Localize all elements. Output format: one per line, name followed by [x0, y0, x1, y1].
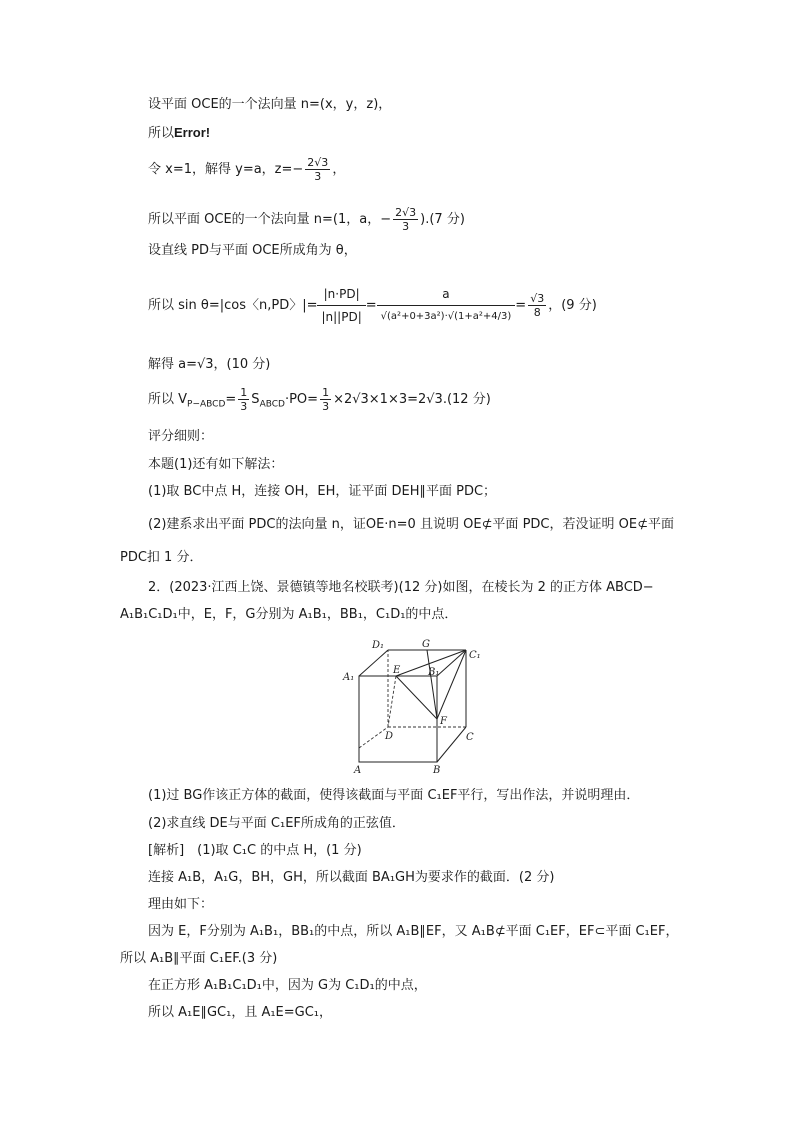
text-line-5: 设直线 PD与平面 OCE所成角为 θ， — [148, 243, 357, 258]
segment-GF — [427, 650, 440, 719]
fraction-denominator: 3 — [240, 400, 248, 413]
label-D1: D₁ — [372, 640, 385, 651]
fraction-numerator: 1 — [322, 386, 330, 399]
text-line-11: (1)取 BC中点 H，连接 OH，EH，证平面 DEH∥平面 PDC； — [148, 484, 497, 499]
label-B: B — [433, 765, 441, 776]
edge-B1C1 — [437, 650, 466, 676]
text-line-8 — [148, 386, 491, 414]
fraction — [377, 283, 516, 328]
error-text: Error! — [174, 125, 211, 140]
text-line-14: 2．(2023·江西上饶、景德镇等地名校联考)(12 分)如图，在棱长为 2 的正方体 ABCD− — [148, 580, 654, 595]
label-C: C — [466, 732, 474, 743]
fraction — [528, 292, 546, 319]
text-line-23: 在正方形 A₁B₁C₁D₁中，因为 G为 C₁D₁的中点， — [148, 978, 427, 993]
fraction-denominator: √(a²+0+3a²)·√(1+a²+4/3) — [380, 311, 512, 322]
text-line-18: [解析] (1)取 C₁C 的中点 H，(1 分) — [148, 843, 362, 858]
label-A: A — [354, 765, 362, 776]
text-fragment: ).(7 分) — [420, 212, 465, 227]
subscript: ABCD — [259, 399, 285, 410]
fraction-denominator: 3 — [314, 170, 322, 183]
label-C1: C₁ — [469, 650, 481, 661]
subscript: P−ABCD — [187, 399, 226, 410]
fraction — [305, 156, 330, 183]
fraction-denominator: 3 — [402, 220, 410, 233]
fraction-numerator: a — [377, 283, 516, 306]
text-line-22: 所以 A₁B∥平面 C₁EF.(3 分) — [120, 951, 278, 966]
text-fragment: = — [365, 298, 377, 313]
label-A1: A₁ — [343, 672, 355, 683]
text-line-9: 评分细则： — [148, 429, 214, 444]
segment-ED — [388, 676, 396, 727]
text-line-1: 设平面 OCE的一个法向量 n=(x，y，z)， — [148, 97, 392, 112]
text-fragment: 所以平面 OCE的一个法向量 n=(1，a，− — [148, 212, 392, 227]
label-F: F — [440, 716, 447, 727]
text-line-3 — [148, 156, 345, 183]
text-fragment: 所以 V — [148, 392, 188, 407]
text-line-21: 因为 E，F分别为 A₁B₁，BB₁的中点，所以 A₁B∥EF，又 A₁B⊄平面 C₁EF，EF⊂平面 C₁EF， — [148, 924, 679, 939]
fraction — [393, 206, 418, 233]
front-face — [359, 676, 437, 762]
text-fragment: = — [225, 392, 237, 407]
edge-BC — [437, 727, 466, 762]
cube-figure — [340, 636, 490, 776]
label-G: G — [422, 639, 430, 650]
text-fragment: ， — [332, 162, 346, 177]
edge-A1D1 — [359, 650, 388, 676]
fraction-numerator: 1 — [240, 386, 248, 399]
text-line-10: 本题(1)还有如下解法： — [148, 457, 284, 472]
text-fragment: 所以 — [148, 126, 175, 141]
text-line-2 — [148, 124, 210, 143]
text-line-19: 连接 A₁B，A₁G，BH，GH，所以截面 BA₁GH为要求作的截面．(2 分) — [148, 870, 555, 885]
fraction-denominator: 3 — [322, 400, 330, 413]
label-D: D — [385, 731, 394, 742]
text-fragment: = — [515, 298, 527, 313]
fraction-numerator: 2√3 — [395, 206, 417, 219]
text-fragment: 所以 sin θ=|cos〈n,PD〉|= — [148, 298, 318, 313]
fraction — [317, 283, 365, 328]
text-line-16: (1)过 BG作该正方体的截面，使得该截面与平面 C₁EF平行，写出作法，并说明理由． — [148, 788, 640, 803]
text-line-20: 理由如下： — [148, 897, 214, 912]
text-line-15: A₁B₁C₁D₁中，E，F，G分别为 A₁B₁，BB₁，C₁D₁的中点． — [120, 607, 458, 622]
text-line-13: PDC扣 1 分． — [120, 550, 203, 565]
text-line-7: 解得 a=√3，(10 分) — [148, 357, 271, 372]
text-fragment: ×2√3×1×3=2√3.(12 分) — [333, 392, 491, 407]
text-line-24: 所以 A₁E∥GC₁，且 A₁E=GC₁， — [148, 1005, 333, 1020]
segment-FC1 — [437, 650, 466, 719]
text-line-6 — [148, 283, 597, 328]
segment-EF — [396, 676, 437, 719]
fraction — [238, 386, 249, 413]
text-fragment: ·PO= — [284, 392, 319, 407]
fraction-denominator: |n||PD| — [321, 310, 362, 324]
fraction-denominator: 8 — [533, 306, 541, 319]
text-fragment: S — [251, 392, 260, 407]
fraction-numerator: 2√3 — [307, 156, 329, 169]
text-line-12: (2)建系求出平面 PDC的法向量 n，证OE·n=0 且说明 OE⊄平面 PDC，若没证明 OE⊄平面 — [148, 517, 674, 532]
label-E: E — [393, 665, 401, 676]
edge-AD — [359, 727, 388, 748]
fraction-numerator: √3 — [530, 292, 545, 305]
label-B1: B₁ — [428, 667, 440, 678]
fraction — [320, 386, 331, 413]
text-line-4 — [148, 206, 465, 233]
text-fragment: 令 x=1，解得 y=a，z=− — [148, 162, 304, 177]
text-line-17: (2)求直线 DE与平面 C₁EF所成角的正弦值． — [148, 816, 405, 831]
fraction-numerator: |n·PD| — [317, 283, 365, 306]
text-fragment: ，(9 分) — [548, 298, 597, 313]
